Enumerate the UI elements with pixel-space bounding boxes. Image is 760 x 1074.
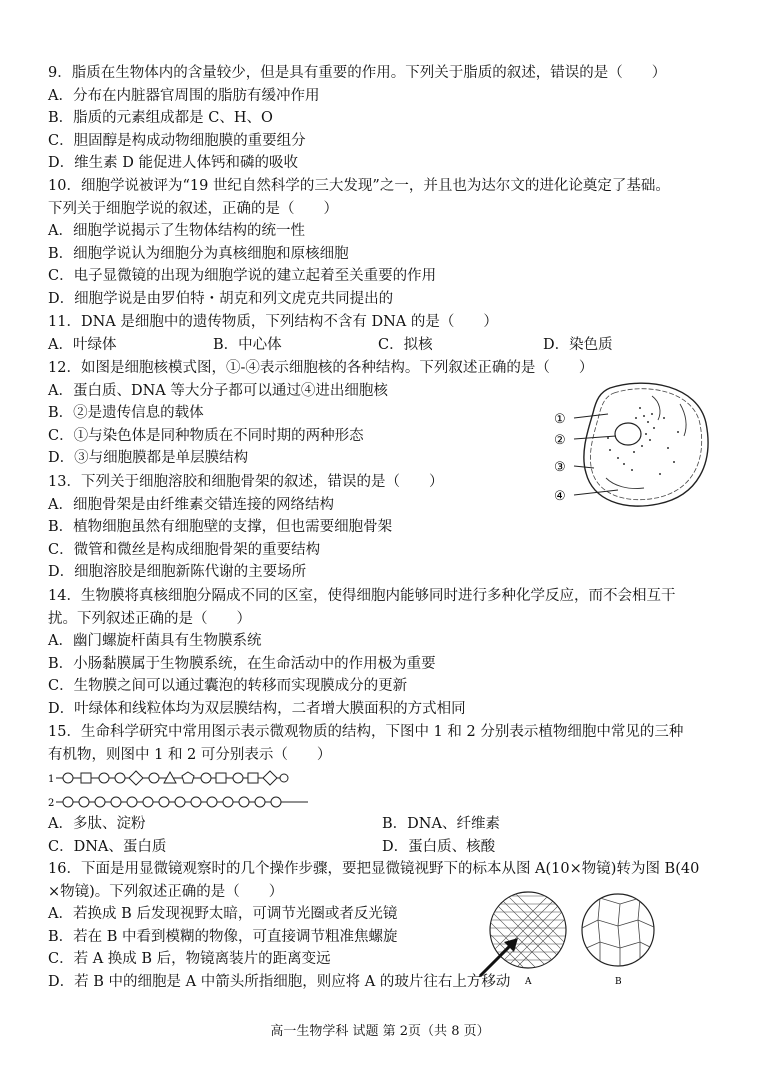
option-d: D．细胞溶胶是细胞新陈代谢的主要场所	[48, 564, 307, 581]
option-a: A．若换成 B 后发现视野太暗，可调节光圈或者反光镜	[48, 906, 398, 923]
molecule-chain-figure	[48, 768, 308, 812]
question-stem: 11．DNA 是细胞中的遗传物质，下列结构不含有 DNA 的是（ ）	[48, 314, 498, 330]
question-stem-2: ×物镜)。下列叙述正确的是（ ）	[48, 883, 284, 900]
question-stem: 16．下面是用显微镜观察时的几个操作步骤，要把显微镜视野下的标本从图 A(10×物镜)转为图 B(40	[48, 861, 700, 877]
option-b: B．小肠黏膜属于生物膜系统，在生命活动中的作用极为重要	[48, 655, 436, 672]
option-d: D．染色质	[543, 336, 613, 353]
question-11	[48, 311, 716, 356]
option-b: B．②是遗传信息的载体	[48, 405, 204, 422]
option-a: A．叶绿体	[48, 336, 117, 353]
option-b: B．脂质的元素组成都是 C、H、O	[48, 110, 273, 127]
question-15	[48, 721, 716, 766]
option-d: D．细胞学说是由罗伯特・胡克和列文虎克共同提出的	[48, 290, 394, 307]
question-stem-2: 有机物，则图中 1 和 2 可分别表示（ ）	[48, 746, 332, 763]
option-d: D．维生素 D 能促进人体钙和磷的吸收	[48, 155, 298, 172]
options-row	[48, 334, 716, 357]
label-3: ③	[554, 460, 566, 475]
label-1: ①	[554, 412, 566, 427]
label-2: ②	[554, 433, 566, 448]
question-15-options	[48, 813, 716, 858]
question-stem: 10．细胞学说被评为“19 世纪自然科学的三大发现”之一，并且也为达尔文的进化论奠定了基础。	[48, 178, 670, 194]
question-10	[48, 175, 716, 311]
figure-label-b: B	[615, 977, 622, 987]
options-row-1	[48, 813, 716, 836]
option-a: A．蛋白质、DNA 等大分子都可以通过④进出细胞核	[48, 382, 388, 399]
option-a: A．细胞学说揭示了生物体结构的统一性	[48, 223, 305, 240]
option-c: C．电子显微镜的出现为细胞学说的建立起着至关重要的作用	[48, 268, 437, 285]
option-d: D．若 B 中的细胞是 A 中箭头所指细胞，则应将 A 的玻片往右上方移动	[48, 973, 511, 990]
question-stem: 9．脂质在生物体内的含量较少，但是具有重要的作用。下列关于脂质的叙述，错误的是（ ）	[48, 65, 667, 81]
question-stem: 14．生物膜将真核细胞分隔成不同的区室，使得细胞内能够同时进行多种化学反应，而不会相互干	[48, 588, 676, 604]
question-13	[48, 471, 716, 584]
question-stem-2: 扰。下列叙述正确的是（ ）	[48, 610, 251, 627]
question-stem: 15．生命科学研究中常用图示表示微观物质的结构，下图中 1 和 2 分别表示植物细胞中常见的三种	[48, 724, 684, 740]
option-b: B．细胞学说认为细胞分为真核细胞和原核细胞	[48, 245, 349, 262]
option-c: C．胆固醇是构成动物细胞膜的重要组分	[48, 132, 306, 149]
option-d: D．叶绿体和线粒体均为双层膜结构，二者增大膜面积的方式相同	[48, 700, 466, 717]
chain-label-1: 1	[48, 774, 55, 785]
option-c: C．拟核	[378, 336, 433, 353]
page-footer: 高一生物学科 试题 第 2页（共 8 页）	[270, 1024, 490, 1039]
option-c: C．生物膜之间可以通过囊泡的转移而实现膜成分的更新	[48, 678, 408, 695]
chain-label-2: 2	[48, 798, 55, 809]
question-9	[48, 62, 716, 175]
option-a: A．幽门螺旋杆菌具有生物膜系统	[48, 633, 262, 650]
figure-label-a: A	[525, 977, 532, 987]
question-stem-2: 下列关于细胞学说的叙述，正确的是（ ）	[48, 200, 338, 217]
option-d: D．③与细胞膜都是单层膜结构	[48, 450, 249, 467]
option-b: B．中心体	[213, 336, 282, 353]
option-a: A．多肽、淀粉	[48, 816, 146, 832]
option-a: A．细胞骨架是由纤维素交错连接的网络结构	[48, 496, 334, 513]
option-b: B．若在 B 中看到模糊的物像，可直接调节粗准焦螺旋	[48, 928, 398, 945]
option-c: C．DNA、蛋白质	[48, 838, 167, 855]
question-14	[48, 585, 716, 721]
option-a: A．分布在内脏器官周围的脂肪有缓冲作用	[48, 87, 320, 104]
question-stem: 12．如图是细胞核模式图，①-④表示细胞核的各种结构。下列叙述正确的是（ ）	[48, 360, 594, 376]
option-c: C．若 A 换成 B 后，物镜离装片的距离变远	[48, 951, 331, 968]
option-b: B．植物细胞虽然有细胞壁的支撑，但也需要细胞骨架	[48, 519, 393, 536]
option-c: C．微管和微丝是构成细胞骨架的重要结构	[48, 541, 321, 558]
option-c: C．①与染色体是同种物质在不同时期的两种形态	[48, 427, 364, 444]
question-stem: 13．下列关于细胞溶胶和细胞骨架的叙述，错误的是（ ）	[48, 474, 444, 490]
option-d: D．蛋白质、核酸	[382, 838, 496, 855]
label-4: ④	[554, 489, 566, 504]
option-b: B．DNA、纤维素	[382, 816, 500, 832]
options-row-2	[48, 836, 716, 859]
microscope-field-figure	[470, 888, 660, 988]
